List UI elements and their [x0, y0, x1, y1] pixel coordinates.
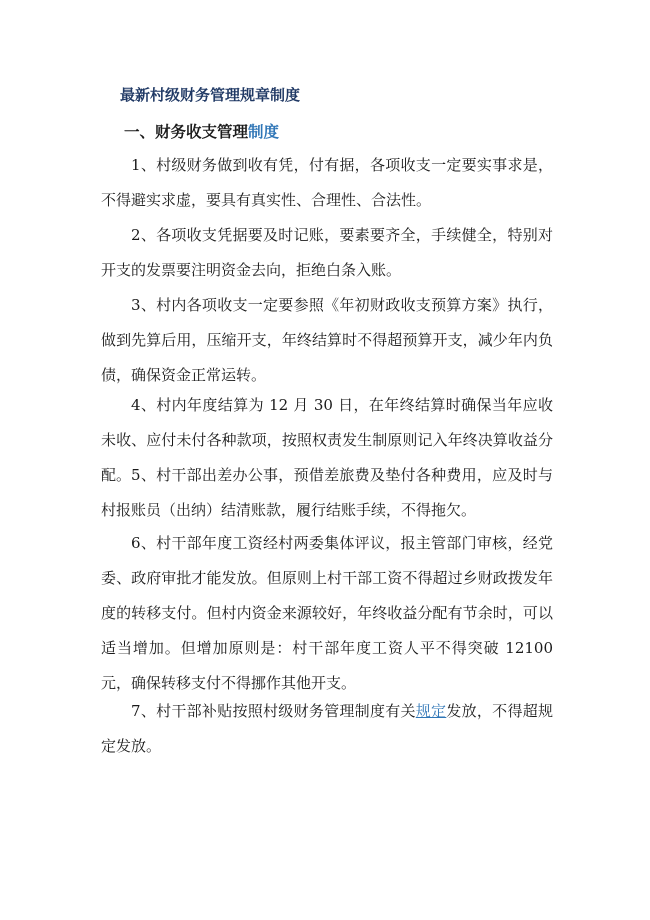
paragraph-7 [101, 694, 553, 764]
paragraph-3-text: 3、村内各项收支一定要参照《年初财政收支预算方案》执行，做到先算后用，压缩开支，年终结算时不得超预算开支，减少年内负债，确保资金正常运转。 [101, 296, 553, 384]
paragraph-1-text: 1、村级财务做到收有凭，付有据，各项收支一定要实事求是，不得避实求虚，要具有真实性、合理性、合法性。 [101, 156, 553, 209]
document-title: 最新村级财务管理规章制度 [120, 86, 301, 104]
paragraph-4-text: 4、村内年度结算为 12 月 30 日，在年终结算时确保当年应收未收、应付未付各种款项，按照权责发生制原则记入年终决算收益分配。 [101, 396, 553, 484]
paragraph-5-text: 5、村干部出差办公事，预借差旅费及垫付各种费用，应及时与村报账员（出纳）结清账款，履行结账手续，不得拖欠。 [101, 466, 553, 519]
paragraph-3 [101, 288, 553, 393]
paragraph-2 [101, 218, 553, 288]
paragraph-7-text-before: 7、村干部补贴按照村级财务管理制度有关 [131, 702, 416, 720]
paragraph-7-text-after: 发放，不得超规定发放。 [101, 702, 553, 755]
section-heading-link[interactable]: 制度 [248, 123, 280, 141]
paragraph-6 [101, 526, 553, 701]
section-heading-text: 一、财务收支管理 [124, 123, 249, 141]
section-heading [124, 120, 279, 142]
paragraph-2-text: 2、各项收支凭据要及时记账，要素要齐全，手续健全，特别对开支的发票要注明资金去向，拒绝白条入账。 [101, 226, 553, 279]
paragraph-6-text: 6、村干部年度工资经村两委集体评议，报主管部门审核，经党委、政府审批才能发放。但原则上村干部工资不得超过乡财政拨发年度的转移支付。但村内资金来源较好，年终收益分配有节余时，可以适当增加。但增加原则是：村干部年度工资人平不得突破 12100 元，确保转移支付不得挪作其他开支。 [101, 534, 553, 692]
paragraph-1 [101, 148, 553, 218]
paragraph-5 [101, 458, 553, 528]
paragraph-7-link[interactable]: 规定 [415, 702, 447, 720]
